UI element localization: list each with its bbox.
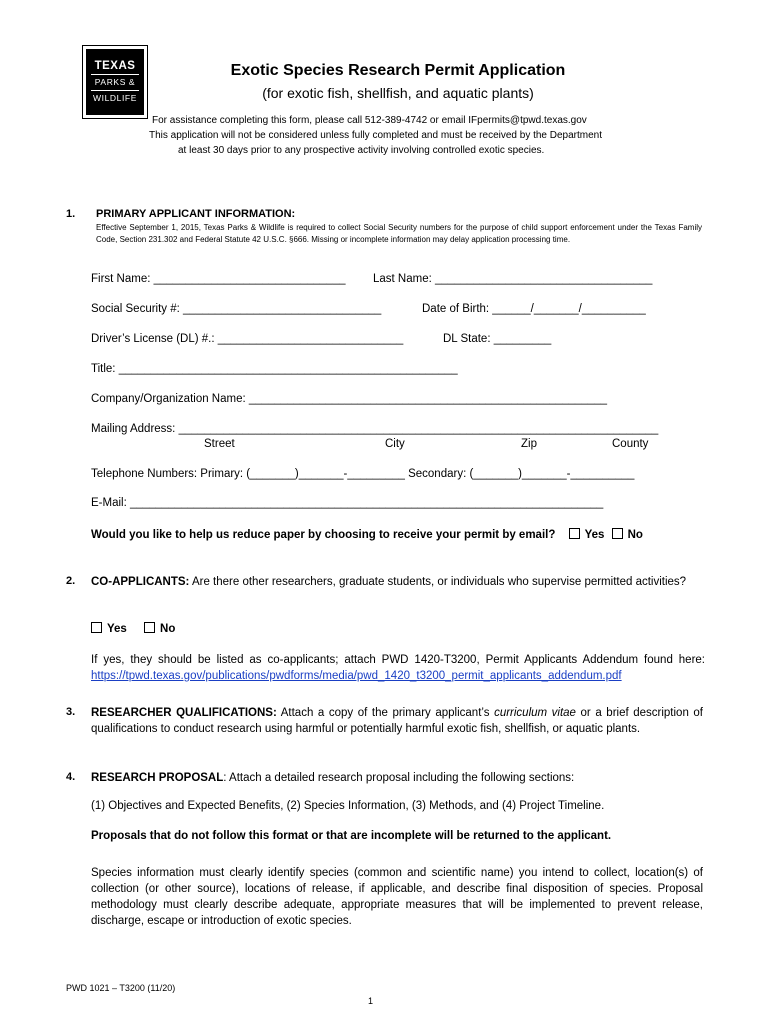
ssn-notice: Effective September 1, 2015, Texas Parks & Wildlife is required to collect Social Security numbers for the purpose of child support enforcement under the Texas Family Code, Section 231.302 and Federal Statute 42 U.S.C. §666. Missing or incomplete information may delay application processing time. [96, 223, 702, 244]
paperless-yes-label: Yes [584, 529, 605, 541]
section-3-text: RESEARCHER QUALIFICATIONS: Attach a copy of the primary applicant’s curriculum vitae or a brief description of qualifications to conduct research using harmful or potentially harmful exotic fish, shellfish, or aquatic plants. [91, 707, 704, 735]
email-field[interactable]: E-Mail: __________________________________________________________________________ [91, 497, 604, 509]
paperless-yes-checkbox[interactable] [569, 528, 580, 539]
zip-label: Zip [521, 438, 537, 450]
drivers-license-field[interactable]: Driver’s License (DL) #.: _____________________________ [91, 333, 404, 345]
document-subtitle: (for exotic fish, shellfish, and aquatic plants) [262, 85, 534, 101]
proposal-sections: (1) Objectives and Expected Benefits, (2) Species Information, (3) Methods, and (4) Project Timeline. [91, 800, 605, 812]
ssn-field[interactable]: Social Security #: _______________________________ [91, 303, 382, 315]
first-name-field[interactable]: First Name: ______________________________ [91, 273, 346, 285]
deadline-note-2: at least 30 days prior to any prospective activity involving controlled exotic species. [178, 145, 545, 156]
mailing-address-field[interactable]: Mailing Address: ___________________________________________________________________________ [91, 423, 659, 435]
tpwd-logo [82, 45, 148, 119]
section-2-heading: CO-APPLICANTS: [91, 576, 190, 588]
logo-text-texas: TEXAS [94, 60, 136, 72]
form-id: PWD 1021 – T3200 (11/20) [66, 983, 176, 993]
section-1-heading: PRIMARY APPLICANT INFORMATION: [96, 208, 296, 220]
county-label: County [612, 438, 649, 450]
paperless-no-checkbox[interactable] [612, 528, 623, 539]
logo-text-parks: PARKS & [94, 77, 136, 87]
document-title: Exotic Species Research Permit Application [230, 62, 566, 79]
section-3-number: 3. [66, 706, 76, 718]
co-applicants-options [91, 622, 175, 635]
section-4-heading: RESEARCH PROPOSAL [91, 772, 224, 784]
dob-field[interactable]: Date of Birth: ______/_______/__________ [422, 303, 646, 315]
section-4-text: RESEARCH PROPOSAL: Attach a detailed research proposal including the following sections: [91, 772, 575, 784]
title-field[interactable]: Title: _____________________________________________________ [91, 363, 458, 375]
co-applicants-instructions: If yes, they should be listed as co-applicants; attach PWD 1420-T3200, Permit Applicants Addendum found here: https://tpwd.texas.gov/publications/pwdforms/media/pwd_1420_t3200_permit_applicants_addendum.pdf [91, 654, 705, 682]
section-1-number: 1. [66, 208, 76, 220]
street-label: Street [204, 438, 235, 450]
paperless-no-label: No [627, 529, 643, 541]
city-label: City [385, 438, 405, 450]
section-3-heading: RESEARCHER QUALIFICATIONS: [91, 707, 277, 719]
co-applicants-no-checkbox[interactable] [144, 622, 155, 633]
co-applicants-yes-checkbox[interactable] [91, 622, 102, 633]
telephone-field[interactable]: Telephone Numbers: Primary: (_______)_______-_________ Secondary: (_______)_______-__________ [91, 468, 635, 480]
co-applicants-no-label: No [160, 623, 176, 635]
section-2-number: 2. [66, 575, 76, 587]
company-field[interactable]: Company/Organization Name: ________________________________________________________ [91, 393, 608, 405]
logo-text-wildlife: WILDLIFE [92, 93, 137, 103]
assistance-note: For assistance completing this form, please call 512-389-4742 or email IFpermits@tpwd.texas.gov [152, 115, 587, 126]
co-applicants-yes-label: Yes [107, 623, 127, 635]
deadline-note-1: This application will not be considered unless fully completed and must be received by the Department [149, 130, 603, 141]
paperless-question-text: Would you like to help us reduce paper by choosing to receive your permit by email? [91, 529, 556, 541]
last-name-field[interactable]: Last Name: __________________________________ [373, 273, 653, 285]
section-2-text: CO-APPLICANTS: Are there other researchers, graduate students, or individuals who supervise permitted activities? [91, 576, 687, 588]
addendum-link[interactable]: https://tpwd.texas.gov/publications/pwdforms/media/pwd_1420_t3200_permit_applicants_addendum.pdf [91, 670, 622, 682]
page-number: 1 [368, 996, 374, 1006]
section-4-number: 4. [66, 771, 76, 783]
proposal-warning: Proposals that do not follow this format or that are incomplete will be returned to the applicant. [91, 830, 612, 842]
dl-state-field[interactable]: DL State: _________ [443, 333, 552, 345]
paperless-question [91, 528, 643, 541]
species-instructions: Species information must clearly identify species (common and scientific name) you intend to collect, location(s) of collection (or other source), locations of release, if applicable, and describe final disposition of species. Proposal methodology must clearly describe adequate, appropriate measures that will be implemented to prevent release, discharge, escape or introduction of exotic species. [91, 867, 703, 927]
